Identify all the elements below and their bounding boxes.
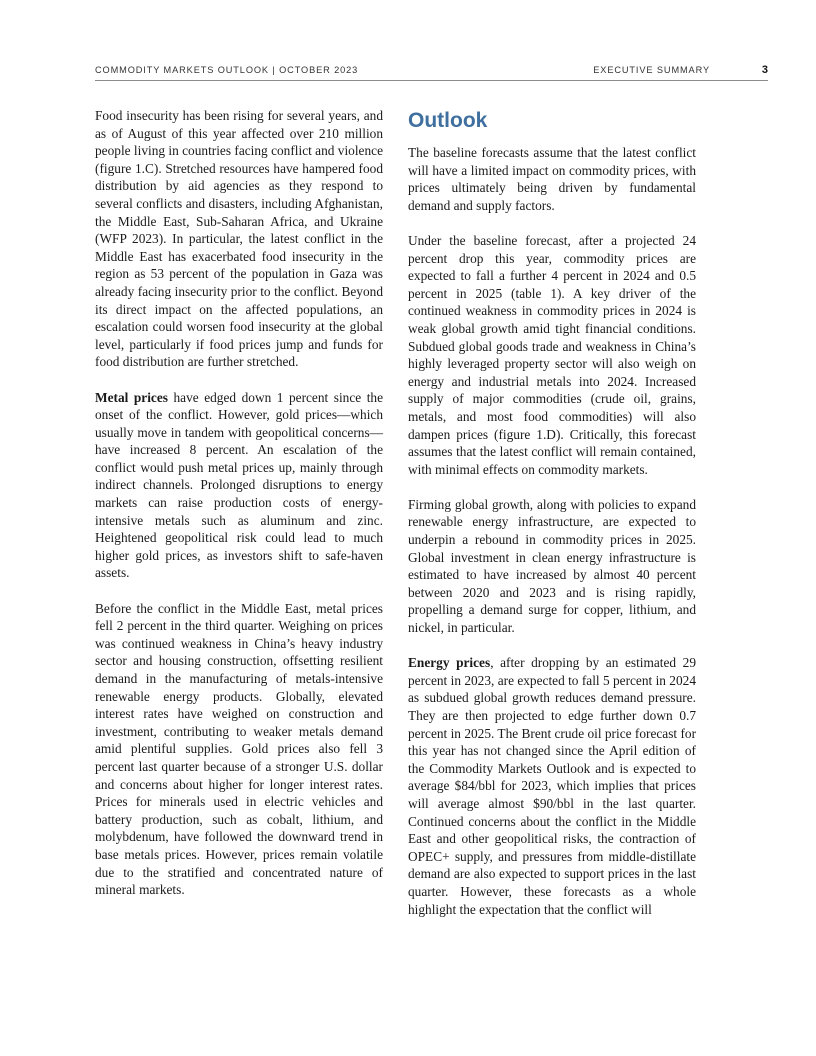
forecast-paragraph: Under the baseline forecast, after a projected 24 percent drop this year, commodity prices are expected to fall a further 4 percent in 2024 and 0.5 percent in 2025 (table 1). A key driver of the continued weakness in commodity prices in 2024 is weak global growth amid tight financial conditions. Subdued global goods trade and weakness in China’s highly leveraged property sector will also weigh on energy and industrial metals into 2024. Increased supply of major commodities (crude oil, grains, metals, and most food commodities) will also dampen prices (figure 1.D). Critically, this forecast assumes that the latest conflict will remain contained, with minimal effects on commodity markets. bbox=[408, 232, 696, 477]
running-header bbox=[95, 64, 768, 81]
metal-prices-lead: Metal prices bbox=[95, 389, 168, 405]
energy-prices-text: , after dropping by an estimated 29 percent in 2023, are expected to fall 5 percent in 2024 as subdued global growth reduces demand pressure. They are then projected to edge further down 0.7 percent in 2025. The Brent crude oil price forecast for this year has not changed since the April edition of the Commodity Markets Outlook and is expected to average $84/bbl for 2023, which implies that prices will average almost $90/bbl in the last quarter. Continued concerns about the conflict in the Middle East and other geopolitical risks, the contraction of OPEC+ supply, and pressures from middle-distillate demand are also expected to support prices in the last quarter. However, these forecasts as a whole highlight the expectation that the conflict will bbox=[408, 655, 697, 917]
metal-prices-q3-paragraph: Before the conflict in the Middle East, metal prices fell 2 percent in the third quarter. Weighing on prices was continued weakness in China’s heavy industry sector and housing construction, offsetting resilient demand in the manufacturing of metals-intensive renewable energy products. Globally, elevated interest rates have weighed on construction and investment, contributing to weaker metals demand amid plentiful supplies. Gold prices also fell 3 percent last quarter because of a stronger U.S. dollar and concerns about higher for longer interest rates. Prices for minerals used in electric vehicles and battery production, such as cobalt, lithium, and molybdenum, have followed the downward trend in base metals prices. However, prices remain volatile due to the stratified and concentrated nature of mineral markets. bbox=[95, 600, 383, 898]
metal-prices-text: have edged down 1 percent since the onset of the conflict. However, gold prices—which usually move in tandem with geopolitical concerns—have increased 8 percent. An escalation of the conflict would push metal prices up, mainly through indirect channels. Prolonged disruptions to energy markets can raise production costs of energy-intensive metals such as aluminum and zinc. Heightened geopolitical risk could lead to much higher gold prices, as investors shift to safe-haven assets. bbox=[95, 389, 384, 581]
baseline-paragraph: The baseline forecasts assume that the latest conflict will have a limited impact on commodity prices, with prices ultimately being driven by fundamental demand and supply factors. bbox=[408, 145, 696, 213]
metal-prices-paragraph bbox=[95, 389, 383, 583]
outlook-heading: Outlook bbox=[408, 109, 488, 132]
right-column bbox=[408, 108, 696, 918]
energy-prices-paragraph bbox=[408, 654, 696, 918]
energy-prices-lead: Energy prices bbox=[408, 655, 491, 671]
page-number: 3 bbox=[761, 64, 768, 76]
growth-paragraph: Firming global growth, along with policies to expand renewable energy infrastructure, are expected to underpin a rebound in commodity prices in 2025. Global investment in clean energy infrastructure is estimated to have increased by almost 40 percent between 2020 and 2023 and is rising rapidly, propelling a demand surge for copper, lithium, and nickel, in particular. bbox=[408, 496, 696, 636]
report-title: COMMODITY MARKETS OUTLOOK | OCTOBER 2023 bbox=[95, 65, 359, 75]
section-name: EXECUTIVE SUMMARY bbox=[593, 65, 710, 75]
food-insecurity-paragraph: Food insecurity has been rising for several years, and as of August of this year affected over 210 million people living in countries facing conflict and violence (figure 1.C). Stretched resources have hampered food distribution by aid agencies as they respond to several conflicts and disasters, including Afghanistan, the Middle East, Sub-Saharan Africa, and Ukraine (WFP 2023). In particular, the latest conflict in the Middle East has exacerbated food insecurity in the region as 53 percent of the population in Gaza was already facing insecurity prior to the conflict. Beyond its direct impact on the affected populations, an escalation could worsen food insecurity at the global level, particularly if food prices jump and funds for food distribution are further stretched. bbox=[95, 108, 383, 370]
left-column bbox=[95, 107, 383, 899]
